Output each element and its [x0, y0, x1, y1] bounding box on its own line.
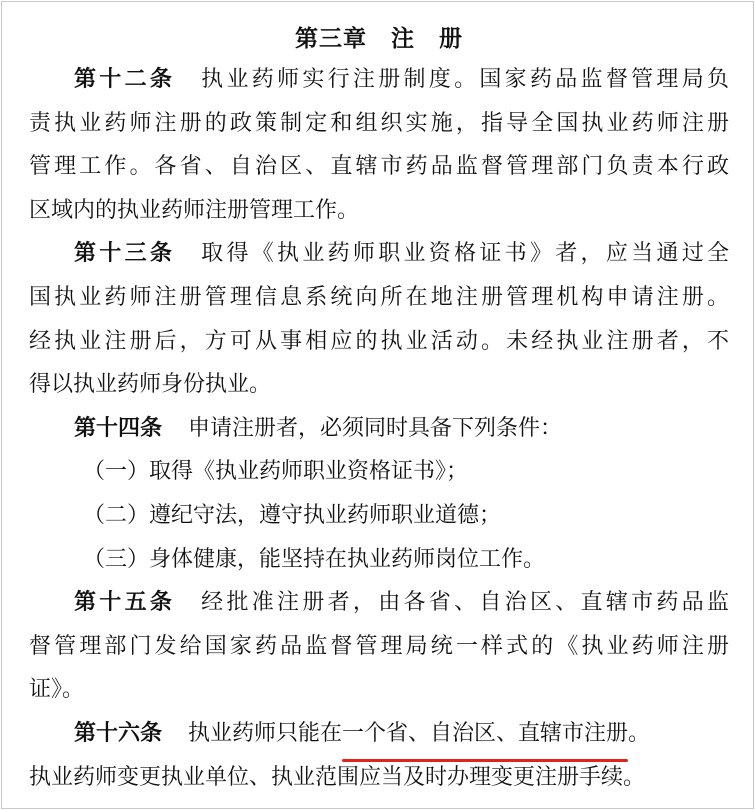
article-16-text-1: 执业药师只能在 [188, 720, 343, 746]
article-15-line-3: 证》。 [29, 677, 85, 703]
article-14-label: 第十四条 [74, 415, 163, 441]
article-13-text-1: 取得《执业药师职业资格证书》者，应当通过全 [201, 241, 729, 267]
article-15-line-1 [29, 581, 729, 625]
article-16-line-2: 执业药师变更执业单位、执业范围应当及时办理变更注册手续。 [29, 764, 646, 790]
article-14-text-1: 申请注册者，必须同时具备下列条件： [188, 415, 563, 441]
article-12-label: 第十二条 [74, 67, 176, 92]
article-13-label: 第十三条 [74, 241, 176, 267]
article-13-line-4: 得以执业药师身份执业。 [29, 372, 272, 398]
article-14-line-1 [29, 407, 729, 451]
article-14-item-3: （三）身体健康，能坚持在执业药师岗位工作。 [83, 546, 546, 572]
article-13-line-3: 经执业注册后，方可从事相应的执业活动。未经执业注册者，不 [29, 328, 729, 354]
highlighted-phrase: 一个省、自治区、直辖市注册 [342, 712, 628, 756]
article-16-line-1 [29, 712, 729, 756]
article-14-item-1: （一）取得《执业药师职业资格证书》； [83, 459, 469, 485]
document-page [1, 1, 754, 809]
article-16-label: 第十六条 [74, 720, 163, 746]
article-12-line-2: 责执业药师注册的政策制定和组织实施，指导全国执业药师注册 [29, 110, 729, 136]
document-content [29, 20, 729, 799]
article-16-text-end: 。 [628, 720, 651, 746]
article-15-text-1: 经批准注册者，由各省、自治区、直辖市药品监 [201, 590, 729, 616]
article-12-text-1: 执业药师实行注册制度。国家药品监督管理局负 [201, 67, 729, 92]
article-13-line-1 [29, 232, 729, 276]
article-12-line-3: 管理工作。各省、自治区、直辖市药品监督管理部门负责本行政 [29, 154, 729, 180]
article-12-line-1 [29, 58, 729, 102]
article-13-line-2: 国执业药师注册管理信息系统向所在地注册管理机构申请注册。 [29, 284, 729, 310]
article-15-label: 第十五条 [74, 590, 176, 616]
article-14-item-2: （二）遵纪守法，遵守执业药师职业道德； [83, 502, 502, 528]
chapter-title: 第三章 注 册 [295, 26, 463, 52]
article-12-line-4: 区域内的执业药师注册管理工作。 [29, 197, 360, 223]
article-15-line-2: 督管理部门发给国家药品监督管理局统一样式的《执业药师注册 [29, 633, 729, 659]
